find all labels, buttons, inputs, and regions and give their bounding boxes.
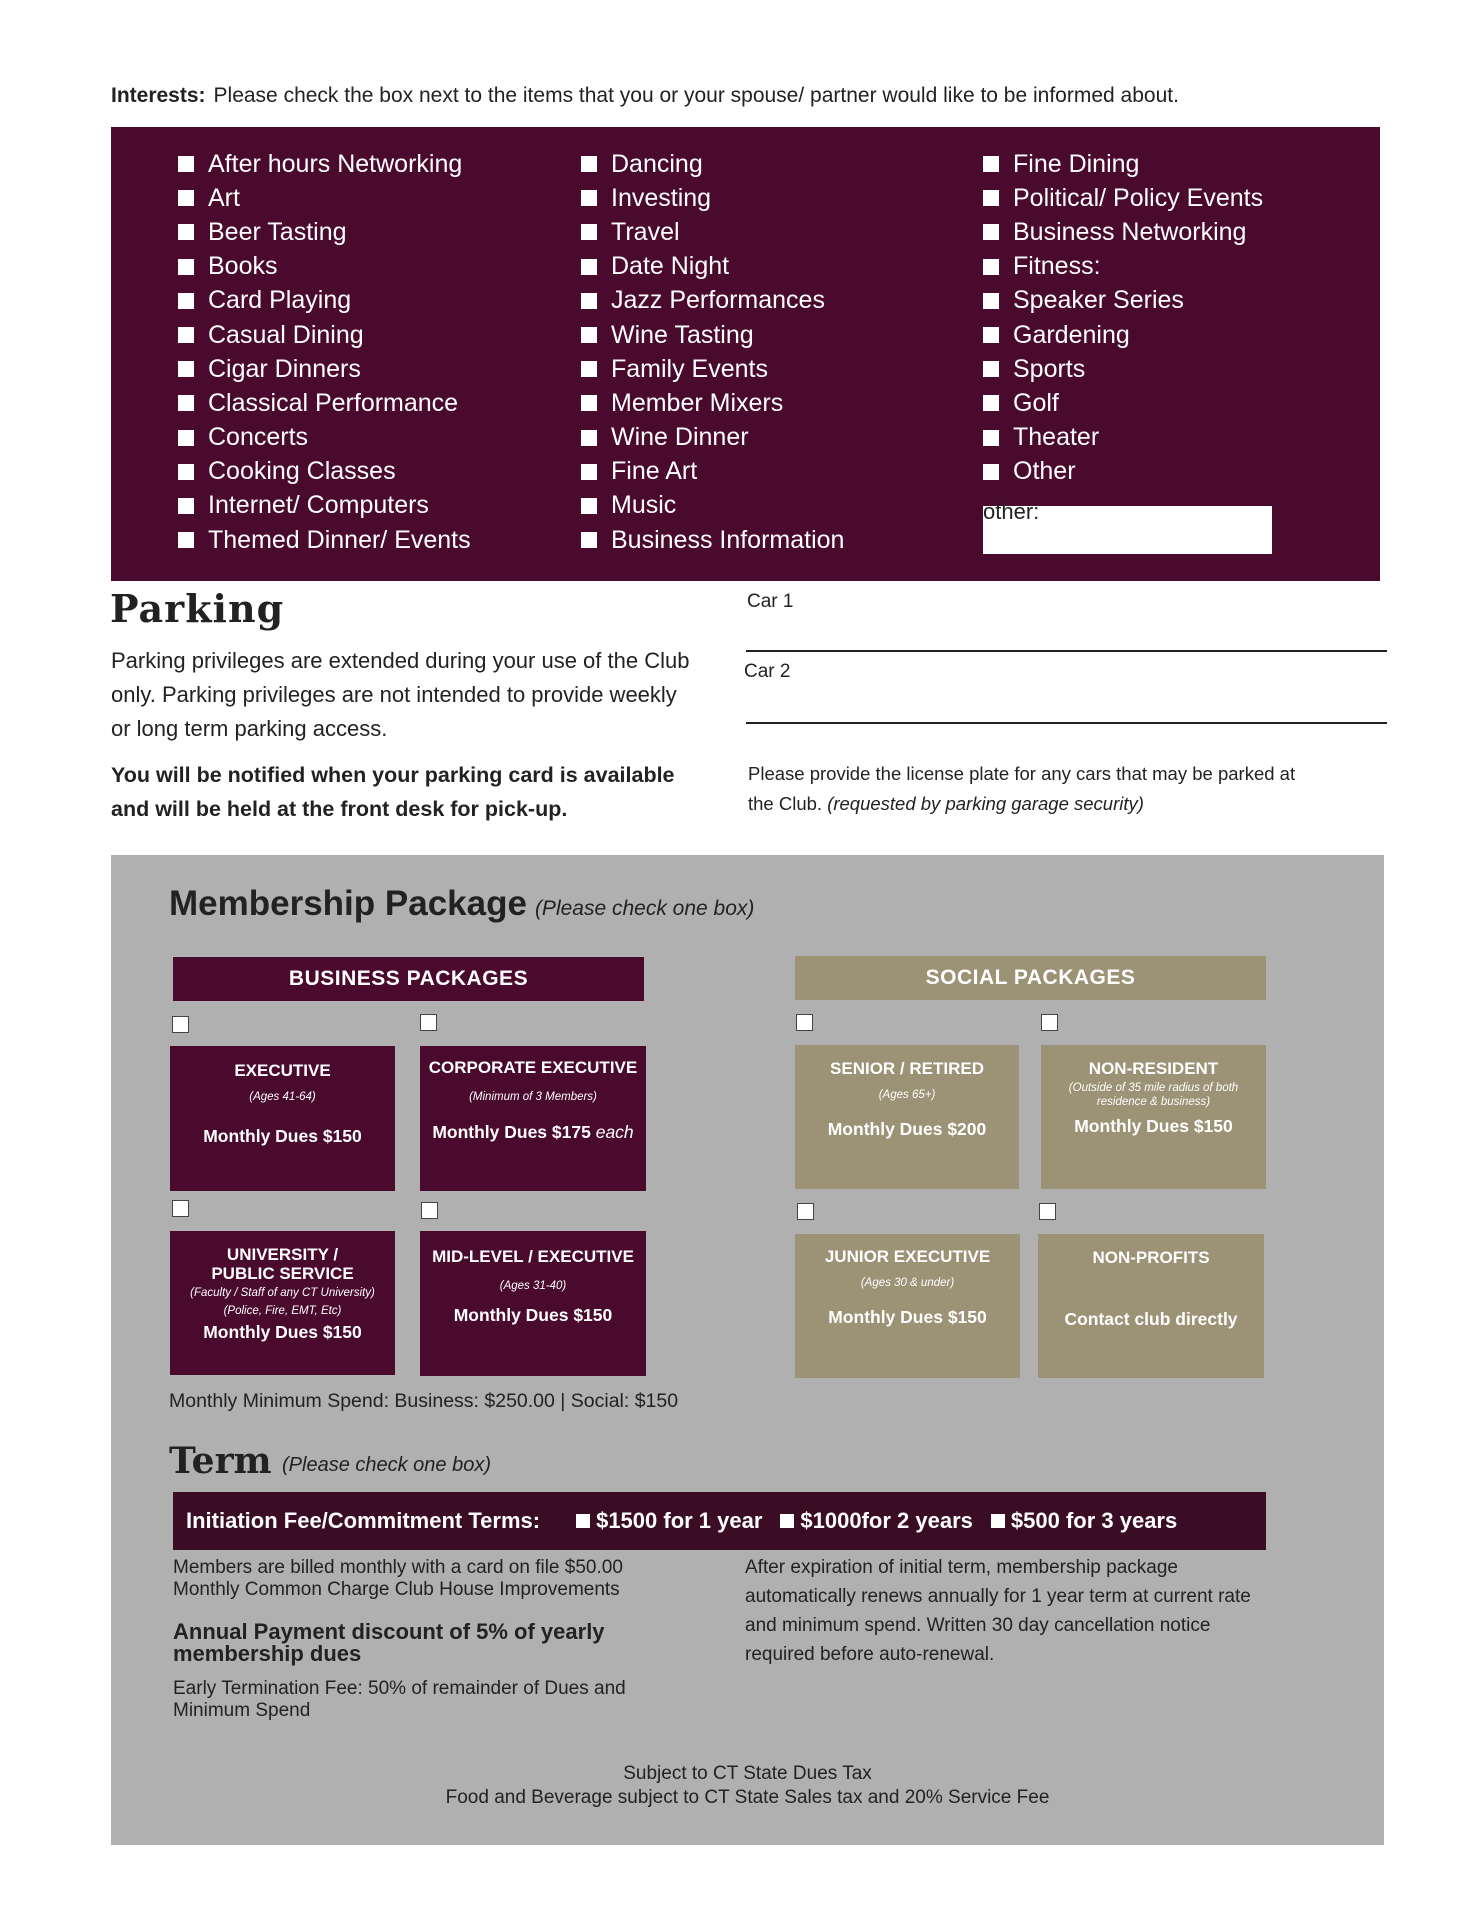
billing-note-2: Monthly Common Charge Club House Improvements xyxy=(173,1579,620,1600)
interest-label: Other xyxy=(1013,457,1076,486)
plate-note xyxy=(748,759,1308,819)
senior-dues: Monthly Dues $200 xyxy=(827,1119,987,1139)
term-option-2-years[interactable] xyxy=(780,1508,972,1534)
interest-label: Member Mixers xyxy=(611,388,784,417)
interest-label: Fine Dining xyxy=(1013,149,1140,178)
interest-item[interactable] xyxy=(581,215,844,249)
interest-item[interactable] xyxy=(178,352,471,386)
nonprofits-name: NON-PROFITS xyxy=(1092,1248,1210,1267)
interest-item[interactable] xyxy=(178,147,471,181)
interest-checkbox[interactable] xyxy=(581,293,597,309)
interests-instruction xyxy=(111,84,1179,108)
interest-label: Golf xyxy=(1013,388,1059,417)
interest-item[interactable] xyxy=(178,523,471,557)
interest-item[interactable] xyxy=(178,455,471,489)
package-corporate-executive xyxy=(420,1046,646,1191)
junior-name: JUNIOR EXECUTIVE xyxy=(824,1247,991,1266)
corporate-dues-suffix: each xyxy=(595,1122,634,1142)
interest-checkbox[interactable] xyxy=(581,532,597,548)
other-label: other: xyxy=(983,499,1040,524)
interest-item[interactable] xyxy=(983,147,1263,181)
interest-item[interactable] xyxy=(983,215,1263,249)
package-mid-level-executive xyxy=(420,1231,646,1376)
interest-label: Internet/ Computers xyxy=(208,491,429,520)
interest-checkbox[interactable] xyxy=(581,430,597,446)
interest-label: Books xyxy=(208,252,278,281)
nonresident-dues: Monthly Dues $150 xyxy=(1074,1116,1233,1136)
interest-checkbox[interactable] xyxy=(983,361,999,377)
corporate-dues xyxy=(432,1122,633,1143)
university-checkbox[interactable] xyxy=(172,1200,189,1217)
package-junior-executive xyxy=(795,1234,1020,1378)
interest-label: Music xyxy=(611,491,677,520)
interest-checkbox[interactable] xyxy=(581,224,597,240)
nonresident-name: NON-RESIDENT xyxy=(1088,1059,1219,1078)
interest-item[interactable] xyxy=(983,455,1263,489)
midlevel-name: MID-LEVEL / EXECUTIVE xyxy=(432,1247,634,1266)
interest-item[interactable] xyxy=(178,181,471,215)
interest-label: Business Networking xyxy=(1013,217,1247,246)
interest-label: Theater xyxy=(1013,423,1100,452)
interest-item[interactable] xyxy=(178,489,471,523)
interests-text: Please check the box next to the items that you or your spouse/ partner would like to be informed about. xyxy=(213,84,1179,107)
parking-title: Parking xyxy=(110,586,285,631)
interest-item[interactable] xyxy=(178,284,471,318)
senior-ages: (Ages 65+) xyxy=(878,1089,936,1101)
interest-label: Date Night xyxy=(611,252,730,281)
junior-executive-checkbox[interactable] xyxy=(797,1203,814,1220)
interest-label: Family Events xyxy=(611,354,768,383)
interest-label: Political/ Policy Events xyxy=(1013,183,1264,212)
interests-panel xyxy=(111,127,1380,581)
interest-checkbox[interactable] xyxy=(983,224,999,240)
interest-checkbox[interactable] xyxy=(983,327,999,343)
interest-item[interactable] xyxy=(178,386,471,420)
interest-item[interactable] xyxy=(581,455,844,489)
corporate-executive-checkbox[interactable] xyxy=(420,1014,437,1031)
interest-checkbox[interactable] xyxy=(178,259,194,275)
interest-checkbox[interactable] xyxy=(178,430,194,446)
interest-label: After hours Networking xyxy=(208,149,463,178)
interest-checkbox[interactable] xyxy=(178,395,194,411)
billing-note-1: Members are billed monthly with a card on file $50.00 xyxy=(173,1557,623,1578)
executive-ages: (Ages 41-64) xyxy=(249,1091,316,1103)
interest-checkbox[interactable] xyxy=(178,361,194,377)
interest-label: Card Playing xyxy=(208,286,352,315)
interest-checkbox[interactable] xyxy=(581,259,597,275)
interest-label: Themed Dinner/ Events xyxy=(208,525,471,554)
interests-column-3 xyxy=(983,147,1263,489)
university-dues: Monthly Dues $150 xyxy=(203,1322,362,1342)
interest-label: Travel xyxy=(611,217,680,246)
interest-label: Fine Art xyxy=(611,457,698,486)
senior-retired-checkbox[interactable] xyxy=(796,1014,813,1031)
term-subtitle: (Please check one box) xyxy=(282,1454,492,1476)
term-option-1-checkbox[interactable] xyxy=(576,1514,590,1528)
interest-checkbox[interactable] xyxy=(178,190,194,206)
interest-item[interactable] xyxy=(581,250,844,284)
interest-checkbox[interactable] xyxy=(983,156,999,172)
interest-checkbox[interactable] xyxy=(581,464,597,480)
early-termination-2: Minimum Spend xyxy=(173,1700,311,1721)
nonprofits-contact: Contact club directly xyxy=(1064,1309,1238,1329)
interest-checkbox[interactable] xyxy=(983,259,999,275)
midlevel-ages: (Ages 31-40) xyxy=(499,1280,567,1292)
interest-checkbox[interactable] xyxy=(178,224,194,240)
corporate-name: CORPORATE EXECUTIVE xyxy=(428,1058,638,1077)
interest-item[interactable] xyxy=(178,318,471,352)
term-title: Term xyxy=(169,1440,272,1482)
interest-label: Sports xyxy=(1013,354,1086,383)
university-name-2: PUBLIC SERVICE xyxy=(211,1264,354,1283)
package-executive xyxy=(170,1046,395,1191)
package-non-profits xyxy=(1038,1234,1264,1378)
midlevel-dues: Monthly Dues $150 xyxy=(453,1305,613,1325)
package-senior-retired xyxy=(795,1045,1019,1189)
term-bar-label: Initiation Fee/Commitment Terms: xyxy=(186,1508,541,1533)
nonresident-sub-2: residence & business) xyxy=(1096,1096,1211,1108)
car2-label: Car 2 xyxy=(744,661,791,682)
corporate-dues-amount: Monthly Dues $175 xyxy=(432,1122,591,1142)
interest-checkbox[interactable] xyxy=(983,430,999,446)
membership-subtitle: (Please check one box) xyxy=(534,897,755,920)
interest-item[interactable] xyxy=(983,181,1263,215)
non-profits-checkbox[interactable] xyxy=(1039,1203,1056,1220)
interest-checkbox[interactable] xyxy=(581,156,597,172)
term-option-3-years[interactable] xyxy=(991,1508,1177,1534)
interest-item[interactable] xyxy=(581,489,844,523)
interest-checkbox[interactable] xyxy=(178,327,194,343)
food-beverage-note: Food and Beverage subject to CT State Sales tax and 20% Service Fee xyxy=(445,1787,1050,1808)
interest-label: Gardening xyxy=(1013,320,1130,349)
parking-notice: You will be notified when your parking card is available and will be held at the front desk for pick-up. xyxy=(111,763,675,821)
term-option-1-year[interactable] xyxy=(576,1508,762,1534)
interest-item[interactable] xyxy=(983,318,1263,352)
university-sub-2: (Police, Fire, EMT, Etc) xyxy=(223,1305,342,1317)
term-option-3-label: $500 for 3 years xyxy=(1010,1508,1178,1533)
interest-checkbox[interactable] xyxy=(581,361,597,377)
interest-checkbox[interactable] xyxy=(983,395,999,411)
interest-checkbox[interactable] xyxy=(178,532,194,548)
interest-item[interactable] xyxy=(581,352,844,386)
interest-label: Beer Tasting xyxy=(208,217,347,246)
early-termination-1: Early Termination Fee: 50% of remainder of Dues and xyxy=(173,1678,626,1699)
interests-column-1 xyxy=(178,147,471,557)
mid-level-checkbox[interactable] xyxy=(421,1202,438,1219)
term-option-2-checkbox[interactable] xyxy=(780,1514,794,1528)
annual-discount-1: Annual Payment discount of 5% of yearly xyxy=(173,1619,605,1644)
interest-label: Cigar Dinners xyxy=(208,354,361,383)
interest-checkbox[interactable] xyxy=(983,464,999,480)
interest-item[interactable] xyxy=(581,523,844,557)
package-non-resident xyxy=(1041,1045,1266,1189)
car1-input-line[interactable] xyxy=(746,650,1387,652)
interest-item[interactable] xyxy=(983,386,1263,420)
interest-item[interactable] xyxy=(581,318,844,352)
senior-name: SENIOR / RETIRED xyxy=(830,1059,984,1078)
interests-label: Interests: xyxy=(111,84,206,107)
interest-item[interactable] xyxy=(581,284,844,318)
interest-label: Art xyxy=(208,183,240,212)
interest-label: Dancing xyxy=(611,149,703,178)
interest-checkbox[interactable] xyxy=(178,498,194,514)
interest-label: Wine Tasting xyxy=(611,320,754,349)
interest-label: Concerts xyxy=(208,423,309,452)
interest-item[interactable] xyxy=(983,352,1263,386)
interest-item[interactable] xyxy=(581,181,844,215)
corporate-min: (Minimum of 3 Members) xyxy=(469,1091,597,1103)
junior-dues: Monthly Dues $150 xyxy=(828,1307,987,1327)
social-packages-header: SOCIAL PACKAGES xyxy=(795,956,1266,1000)
interest-checkbox[interactable] xyxy=(581,327,597,343)
interest-label: Jazz Performances xyxy=(611,286,825,315)
term-option-2-label: $1000for 2 years xyxy=(800,1508,973,1533)
university-sub-1: (Faculty / Staff of any CT University) xyxy=(190,1287,375,1299)
interest-label: Classical Performance xyxy=(208,388,459,417)
interest-label: Speaker Series xyxy=(1013,286,1184,315)
junior-ages: (Ages 30 & under) xyxy=(860,1277,955,1289)
membership-title-text: Membership Package xyxy=(169,884,527,923)
interest-label: Cooking Classes xyxy=(208,457,396,486)
interest-item[interactable] xyxy=(581,386,844,420)
annual-discount-2: membership dues xyxy=(173,1641,362,1666)
interest-checkbox[interactable] xyxy=(178,464,194,480)
interest-item[interactable] xyxy=(581,421,844,455)
interest-checkbox[interactable] xyxy=(581,395,597,411)
dues-tax-note: Subject to CT State Dues Tax xyxy=(623,1763,872,1784)
interest-checkbox[interactable] xyxy=(178,156,194,172)
interest-checkbox[interactable] xyxy=(178,293,194,309)
interest-checkbox[interactable] xyxy=(983,190,999,206)
plate-note-text: Please provide the license plate for any cars that may be parked at the Club. xyxy=(748,763,1296,814)
nonresident-sub-1: (Outside of 35 mile radius of both xyxy=(1068,1082,1239,1094)
business-packages-header: BUSINESS PACKAGES xyxy=(173,957,644,1001)
non-resident-checkbox[interactable] xyxy=(1041,1014,1058,1031)
car1-label: Car 1 xyxy=(747,591,794,612)
interest-checkbox[interactable] xyxy=(581,190,597,206)
package-university-public-service xyxy=(170,1231,395,1375)
interest-item[interactable] xyxy=(983,421,1263,455)
university-name-1: UNIVERSITY / xyxy=(226,1245,339,1264)
interest-label: Business Information xyxy=(611,525,845,554)
minimum-spend: Monthly Minimum Spend: Business: $250.00 | Social: $150 xyxy=(169,1390,679,1412)
interest-label: Wine Dinner xyxy=(611,423,749,452)
interest-checkbox[interactable] xyxy=(983,293,999,309)
interest-label: Casual Dining xyxy=(208,320,364,349)
membership-title xyxy=(169,884,754,924)
car2-input-line[interactable] xyxy=(746,722,1387,724)
executive-dues: Monthly Dues $150 xyxy=(203,1126,362,1146)
interest-item[interactable] xyxy=(581,147,844,181)
interest-item[interactable] xyxy=(178,421,471,455)
interest-label: Investing xyxy=(611,183,712,212)
interest-item[interactable] xyxy=(178,215,471,249)
term-option-3-checkbox[interactable] xyxy=(991,1514,1005,1528)
term-options-bar xyxy=(173,1492,1266,1550)
term-option-1-label: $1500 for 1 year xyxy=(596,1508,763,1533)
interest-item[interactable] xyxy=(983,284,1263,318)
interest-item[interactable] xyxy=(178,250,471,284)
interest-label: Fitness: xyxy=(1013,252,1101,281)
executive-checkbox[interactable] xyxy=(172,1016,189,1033)
parking-text: Parking privileges are extended during your use of the Club only. Parking privileges are not intended to provide weekly or long term parking access. xyxy=(111,648,690,741)
plate-note-italic: (requested by parking garage security) xyxy=(827,793,1144,814)
renewal-note: After expiration of initial term, membership package automatically renews annually for 1 year term at current rate and minimum spend. Written 30 day cancellation notice required before auto-renewal. xyxy=(745,1557,1251,1665)
interest-item[interactable] xyxy=(983,250,1263,284)
interests-column-2 xyxy=(581,147,844,557)
interest-checkbox[interactable] xyxy=(581,498,597,514)
executive-name: EXECUTIVE xyxy=(234,1061,331,1080)
